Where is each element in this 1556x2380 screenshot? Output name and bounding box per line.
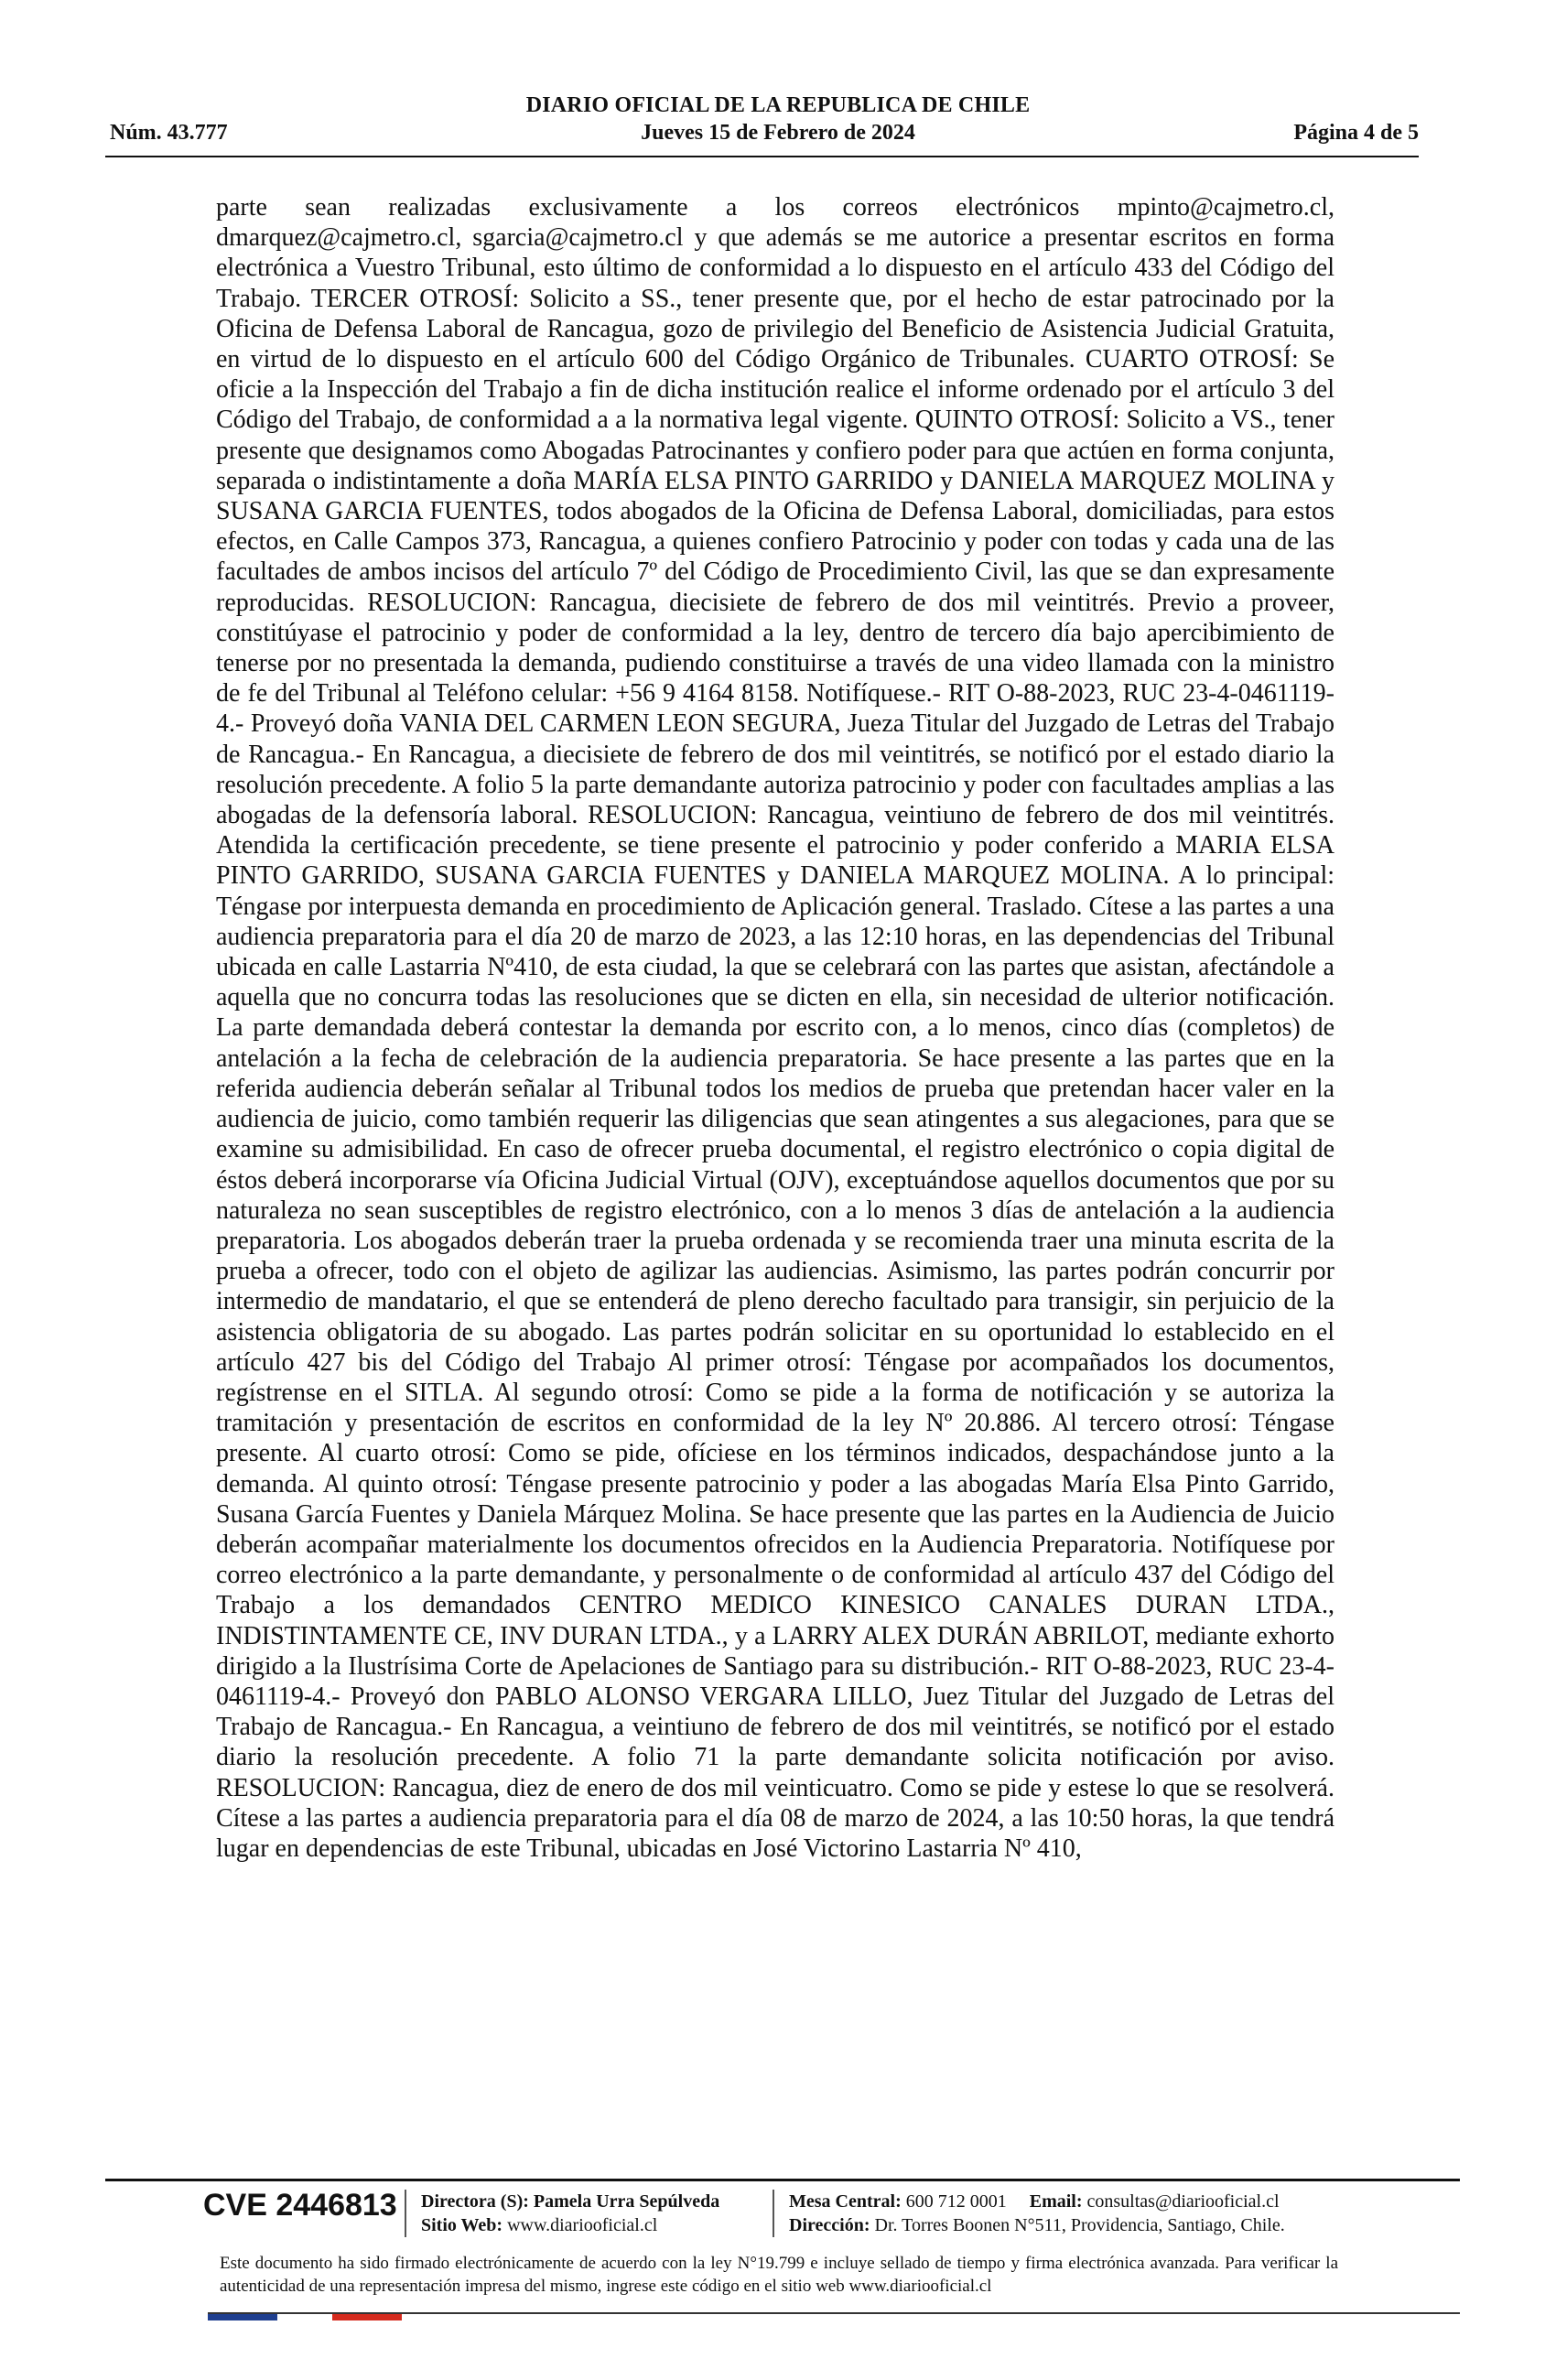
footer-separator [773,2190,774,2237]
issue-date: Jueves 15 de Febrero de 2024 [641,121,915,145]
page-number: Página 4 de 5 [1293,121,1419,145]
chile-flag-stripe [208,2314,402,2320]
footer-divider [105,2179,1460,2181]
email-link[interactable]: consultas@diariooficial.cl [1086,2191,1280,2212]
issue-number: Núm. 43.777 [110,121,228,145]
cve-code: CVE 2446813 [203,2188,397,2223]
footer-director-block [421,2190,719,2237]
director-name: Pamela Urra Sepúlveda [533,2191,720,2212]
address-value: Dr. Torres Boonen N°511, Providencia, Santiago, Chile. [874,2215,1285,2235]
publication-title: DIARIO OFICIAL DE LA REPUBLICA DE CHILE [525,93,1031,117]
phone-label: Mesa Central: [789,2191,902,2212]
website-link[interactable]: www.diariooficial.cl [507,2215,658,2235]
signature-notice: Este documento ha sido firmado electrónicamente de acuerdo con la ley N°19.799 e incluye sellado de tiempo y firma electrónica avanzada. Para verificar la autenticidad de una representación impresa del mismo, ingrese este código en el sitio web www.diariooficial.cl [220,2254,1338,2296]
flag-red-segment [332,2314,402,2320]
address-label: Dirección: [789,2215,870,2235]
flag-white-segment [277,2314,331,2320]
body-paragraph: parte sean realizadas exclusivamente a los correos electrónicos mpinto@cajmetro.cl, dmarquez@cajmetro.cl, sgarcia@cajmetro.cl y que además se me autorice a presentar escritos en forma electrónica a Vuestro Tribunal, esto último de conformidad a lo dispuesto en el artículo 433 del Código del Trabajo. TERCER OTROSÍ: Solicito a SS., tener presente que, por el hecho de estar patrocinado por la Oficina de Defensa Laboral de Rancagua, gozo de privilegio del Beneficio de Asistencia Judicial Gratuita, en virtud de lo dispuesto en el artículo 600 del Código Orgánico de Tribunales. CUARTO OTROSÍ: Se oficie a la Inspección del Trabajo a fin de dicha institución realice el informe ordenado por el artículo 3 del Código del Trabajo, de conformidad a a la normativa legal vigente. QUINTO OTROSÍ: Solicito a VS., tener presente que designamos como Abogadas Patrocinantes y confiero poder para que actúen en forma conjunta, separada o indistintamente a doña MARÍA ELSA PINTO GARRIDO y DANIELA MARQUEZ MOLINA y SUSANA GARCIA FUENTES, todos abogados de la Oficina de Defensa Laboral, domiciliadas, para estos efectos, en Calle Campos 373, Rancagua, a quienes confiero Patrocinio y poder con todas y cada una de las facultades de ambos incisos del artículo 7º del Código de Procedimiento Civil, las que se dan expresamente reproducidas. RESOLUCION: Rancagua, diecisiete de febrero de dos mil veintitrés. Previo a proveer, constitúyase el patrocinio y poder de conformidad a la ley, dentro de tercero día bajo apercibimiento de tenerse por no presentada la demanda, pudiendo constituirse a través de una video llamada con la ministro de fe del Tribunal al Teléfono celular: +56 9 4164 8158. Notifíquese.- RIT O-88-2023, RUC 23-4-0461119-4.- Proveyó doña VANIA DEL CARMEN LEON SEGURA, Jueza Titular del Juzgado de Letras del Trabajo de Rancagua.- En Rancagua, a diecisiete de febrero de dos mil veintitrés, se notificó por el estado diario la resolución precedente. A folio 5 la parte demandante autoriza patrocinio y poder con facultades amplias a las abogadas de la defensoría laboral. RESOLUCION: Rancagua, veintiuno de febrero de dos mil veintitrés. Atendida la certificación precedente, se tiene presente el patrocinio y poder conferido a MARIA ELSA PINTO GARRIDO, SUSANA GARCIA FUENTES y DANIELA MARQUEZ MOLINA. A lo principal: Téngase por interpuesta demanda en procedimiento de Aplicación general. Traslado. Cítese a las partes a una audiencia preparatoria para el día 20 de marzo de 2023, a las 12:10 horas, en las dependencias del Tribunal ubicada en calle Lastarria Nº410, de esta ciudad, la que se celebrará con las partes que asistan, afectándole a aquella que no concurra todas las resoluciones que se dicten en ella, sin necesidad de ulterior notificación. La parte demandada deberá contestar la demanda por escrito con, a lo menos, cinco días (completos) de antelación a la fecha de celebración de la audiencia preparatoria. Se hace presente a las partes que en la referida audiencia deberán señalar al Tribunal todos los medios de prueba que pretendan hacer valer en la audiencia de juicio, como también requerir las diligencias que sean atingentes a sus alegaciones, para que se examine su admisibilidad. En caso de ofrecer prueba documental, el registro electrónico o copia digital de éstos deberá incorporarse vía Oficina Judicial Virtual (OJV), exceptuándose aquellos documentos que por su naturaleza no sean susceptibles de registro electrónico, con a lo menos 3 días de antelación a la audiencia preparatoria. Los abogados deberán traer la prueba ordenada y se recomienda traer una minuta escrita de la prueba a ofrecer, todo con el objeto de agilizar las audiencias. Asimismo, las partes podrán concurrir por intermedio de mandatario, el que se entenderá de pleno derecho facultado para transigir, sin perjuicio de la asistencia obligatoria de su abogado. Las partes podrán solicitar en su oportunidad lo establecido en el artículo 427 bis del Código del Trabajo Al primer otrosí: Téngase por acompañados los documentos, regístrense en el SITLA. Al segundo otrosí: Como se pide a la forma de notificación y se autoriza la tramitación y presentación de escritos en conformidad de la ley Nº 20.886. Al tercero otrosí: Téngase presente. Al cuarto otrosí: Como se pide, ofíciese en los términos indicados, despachándose junto a la demanda. Al quinto otrosí: Téngase presente patrocinio y poder a las abogadas María Elsa Pinto Garrido, Susana García Fuentes y Daniela Márquez Molina. Se hace presente que las partes en la Audiencia de Juicio deberán acompañar materialmente los documentos ofrecidos en la Audiencia Preparatoria. Notifíquese por correo electrónico a la parte demandante, y personalmente o de conformidad al artículo 437 del Código del Trabajo a los demandados CENTRO MEDICO KINESICO CANALES DURAN LTDA., INDISTINTAMENTE CE, INV DURAN LTDA., y a LARRY ALEX DURÁN ABRILOT, mediante exhorto dirigido a la Ilustrísima Corte de Apelaciones de Santiago para su distribución.- RIT O-88-2023, RUC 23-4-0461119-4.- Proveyó don PABLO ALONSO VERGARA LILLO, Juez Titular del Juzgado de Letras del Trabajo de Rancagua.- En Rancagua, a veintiuno de febrero de dos mil veintitrés, se notificó por el estado diario la resolución precedente. A folio 71 la parte demandante solicita notificación por aviso. RESOLUCION: Rancagua, diez de enero de dos mil veinticuatro. Como se pide y estese lo que se resolverá. Cítese a las partes a audiencia preparatoria para el día 08 de marzo de 2024, a las 10:50 horas, la que tendrá lugar en dependencias de este Tribunal, ubicadas en José Victorino Lastarria Nº 410, [216,193,1334,1863]
flag-blue-segment [208,2314,277,2320]
phone-value: 600 712 0001 [905,2191,1007,2212]
footer-separator [405,2190,406,2237]
body-text-block [216,192,1334,2115]
footer-contact-block [789,2190,1285,2237]
director-label: Directora (S): [421,2191,529,2212]
header-divider [105,156,1419,157]
website-label: Sitio Web: [421,2215,503,2235]
email-label: Email: [1029,2191,1083,2212]
